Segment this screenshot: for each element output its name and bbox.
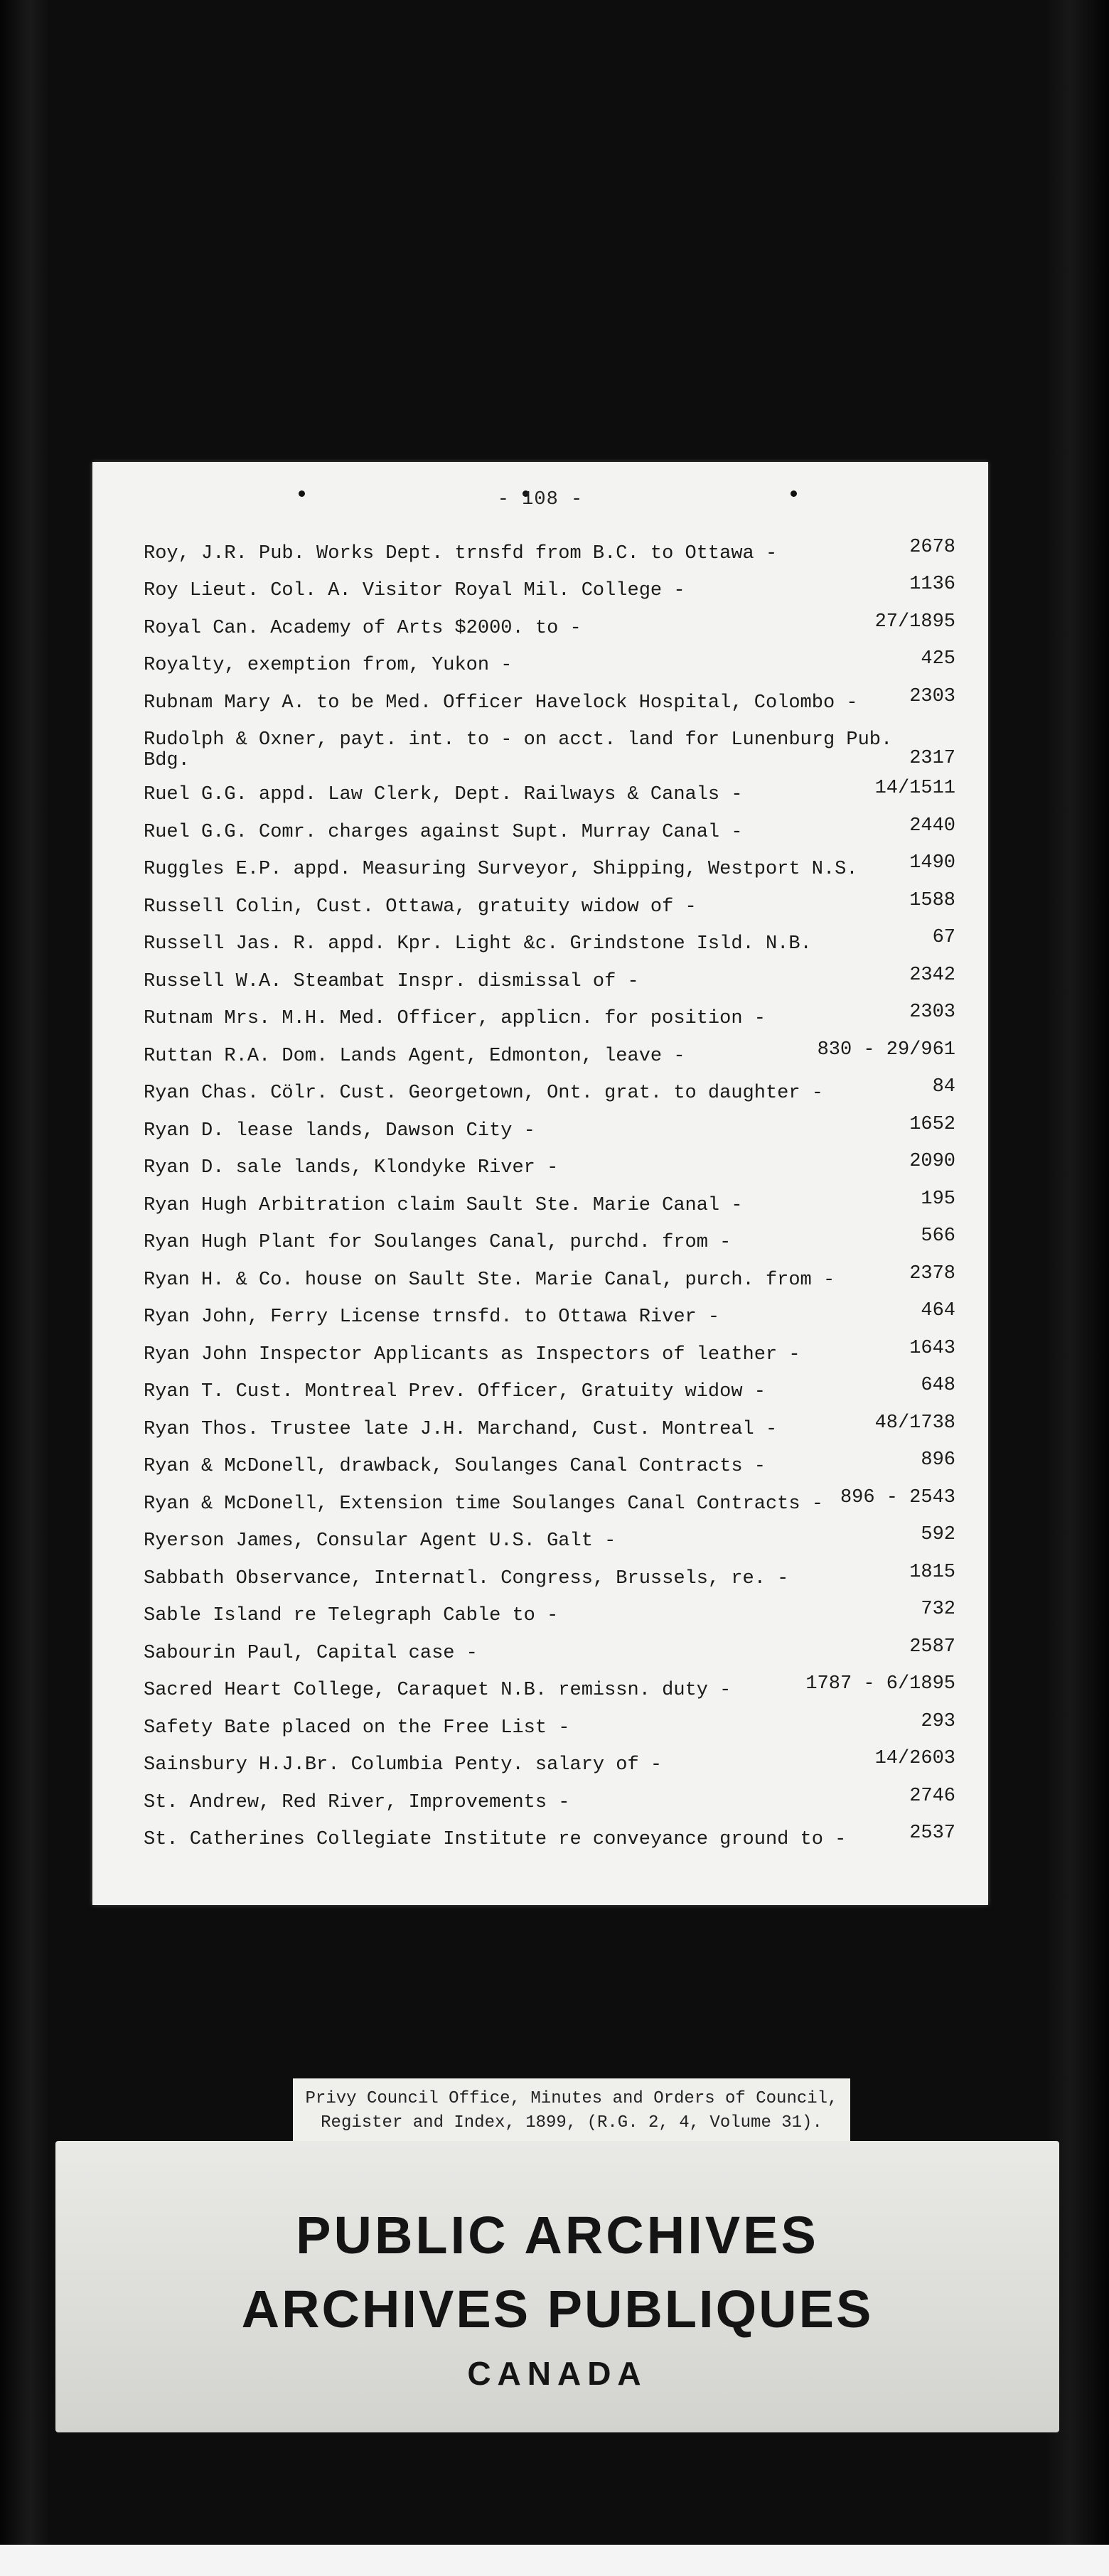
entry-ref: 1136: [909, 574, 955, 595]
entry-ref: 1490: [909, 852, 955, 874]
entry-ref: 2746: [909, 1785, 955, 1807]
entry-text: Ruel G.G. Comr. charges against Supt. Murray Canal -: [144, 821, 743, 843]
index-entry: [144, 571, 955, 608]
index-entry: [144, 1334, 955, 1372]
entry-ref: 195: [921, 1188, 955, 1210]
entry-text: Royalty, exemption from, Yukon -: [144, 655, 513, 677]
entry-ref: 2678: [909, 536, 955, 558]
index-entry: [144, 1558, 955, 1596]
index-entry: [144, 682, 955, 720]
index-page: [92, 462, 988, 1905]
banner-line1: PUBLIC ARCHIVES: [296, 2206, 819, 2265]
entry-ref: 566: [921, 1225, 955, 1247]
entry-ref: 67: [932, 927, 955, 948]
entry-ref: 732: [921, 1599, 955, 1620]
banner-line2: ARCHIVES PUBLIQUES: [241, 2280, 874, 2339]
index-entry: [144, 1707, 955, 1745]
entry-ref: 293: [921, 1710, 955, 1732]
entry-ref: 2342: [909, 964, 955, 986]
entry-text: Sabbath Observance, Internatl. Congress, Brussels, re. -: [144, 1567, 789, 1589]
entry-text: Roy Lieut. Col. A. Visitor Royal Mil. College -: [144, 580, 685, 602]
entry-text: Ryan Thos. Trustee late J.H. Marchand, Cust. Montreal -: [144, 1418, 778, 1440]
index-entry: [144, 1297, 955, 1335]
index-entry: [144, 1073, 955, 1111]
index-entry: [144, 886, 955, 924]
entry-text: Ruel G.G. appd. Law Clerk, Dept. Railways & Canals -: [144, 784, 743, 806]
index-entry: [144, 1260, 955, 1297]
entry-text: Roy, J.R. Pub. Works Dept. trnsfd from B.C. to Ottawa -: [144, 542, 778, 564]
entry-text: Ryan H. & Co. house on Sault Ste. Marie Canal, purch. from -: [144, 1269, 835, 1291]
entry-text: St. Catherines Collegiate Institute re conveyance ground to -: [144, 1829, 847, 1851]
entry-text: Ryan D. sale lands, Klondyke River -: [144, 1157, 559, 1179]
index-entry: [144, 645, 955, 683]
entry-text: Ryan John, Ferry License trnsfd. to Ottawa River -: [144, 1306, 720, 1329]
entry-text: Ryerson James, Consular Agent U.S. Galt -: [144, 1530, 616, 1552]
entry-ref: 2378: [909, 1262, 955, 1284]
entry-ref: 1815: [909, 1561, 955, 1583]
entry-ref: 1787 - 6/1895: [805, 1673, 955, 1695]
index-entry: [144, 1596, 955, 1633]
entry-ref: 2537: [909, 1823, 955, 1844]
entry-ref: 14/1511: [874, 778, 955, 799]
index-entry: [144, 1223, 955, 1260]
entry-text: Ruggles E.P. appd. Measuring Surveyor, Shipping, Westport N.S.: [144, 859, 858, 881]
entry-text: Russell Jas. R. appd. Kpr. Light &c. Grindstone Isld. N.B.: [144, 933, 812, 955]
index-entry: [144, 608, 955, 645]
source-label-line1: Privy Council Office, Minutes and Orders of Council,: [305, 2089, 838, 2108]
index-entry: [144, 1521, 955, 1559]
index-entry: [144, 961, 955, 999]
entry-text: Russell Colin, Cust. Ottawa, gratuity widow of -: [144, 896, 697, 918]
index-entry: [144, 1820, 955, 1857]
entry-ref: 425: [921, 648, 955, 670]
entry-text: Russell W.A. Steambat Inspr. dismissal of -: [144, 970, 639, 992]
entry-text: Ryan Hugh Arbitration claim Sault Ste. Marie Canal -: [144, 1194, 743, 1216]
entry-text: Ryan Chas. Cölr. Cust. Georgetown, Ont. grat. to daughter -: [144, 1083, 823, 1105]
index-entry: [144, 1447, 955, 1484]
entry-ref: 84: [932, 1076, 955, 1098]
index-entry: [144, 849, 955, 887]
index-entry: [144, 924, 955, 962]
entry-ref: 592: [921, 1524, 955, 1545]
index-entry: [144, 1372, 955, 1410]
entry-ref: 2303: [909, 685, 955, 707]
entry-ref: 1652: [909, 1113, 955, 1135]
index-entry: [144, 1148, 955, 1186]
entry-ref: 830 - 29/961: [817, 1039, 955, 1061]
entry-ref: 1588: [909, 889, 955, 911]
entry-text: Sabourin Paul, Capital case -: [144, 1642, 478, 1664]
entry-ref: 14/2603: [874, 1748, 955, 1769]
source-label: [293, 2078, 850, 2144]
index-entries: [144, 533, 955, 1857]
index-entry: [144, 533, 955, 571]
index-entry: [144, 1745, 955, 1783]
source-label-line2: Register and Index, 1899, (R.G. 2, 4, Volume 31).: [321, 2113, 823, 2132]
index-entry: [144, 1670, 955, 1708]
entry-text: Ryan John Inspector Applicants as Inspectors of leather -: [144, 1343, 800, 1365]
entry-ref: 464: [921, 1300, 955, 1321]
index-entry: [144, 1483, 955, 1521]
entry-ref: 2440: [909, 815, 955, 837]
entry-text: Ryan & McDonell, drawback, Soulanges Canal Contracts -: [144, 1456, 766, 1478]
film-edge-left: [0, 0, 50, 2545]
entry-text: Safety Bate placed on the Free List -: [144, 1717, 570, 1739]
entry-text: Ruttan R.A. Dom. Lands Agent, Edmonton, leave -: [144, 1045, 685, 1067]
archives-banner: [55, 2141, 1059, 2432]
entry-ref: 27/1895: [874, 611, 955, 633]
index-entry: [144, 1110, 955, 1148]
index-entry: [144, 1633, 955, 1670]
entry-text: Sable Island re Telegraph Cable to -: [144, 1605, 559, 1627]
entry-ref: 2587: [909, 1636, 955, 1658]
entry-text: Rudolph & Oxner, payt. int. to - on acct. land for Lunenburg Pub. Bdg.: [144, 729, 893, 772]
entry-text: Ryan Hugh Plant for Soulanges Canal, purchd. from -: [144, 1232, 732, 1254]
entry-ref: 648: [921, 1375, 955, 1396]
entry-ref: 1643: [909, 1337, 955, 1359]
entry-text: Royal Can. Academy of Arts $2000. to -: [144, 617, 582, 639]
entry-ref: 48/1738: [874, 1412, 955, 1434]
entry-ref: 2303: [909, 1002, 955, 1023]
index-entry: [144, 1185, 955, 1223]
entry-text: Ryan & McDonell, Extension time Soulanges Canal Contracts -: [144, 1493, 823, 1515]
index-entry: [144, 812, 955, 849]
banner-line3: CANADA: [467, 2355, 648, 2392]
entry-ref: 896: [921, 1449, 955, 1471]
entry-ref: 2090: [909, 1151, 955, 1172]
index-entry: [144, 720, 955, 775]
entry-text: Sainsbury H.J.Br. Columbia Penty. salary of -: [144, 1754, 663, 1776]
entry-text: Sacred Heart College, Caraquet N.B. remissn. duty -: [144, 1680, 732, 1702]
entry-text: St. Andrew, Red River, Improvements -: [144, 1791, 570, 1813]
entry-text: Ryan D. lease lands, Dawson City -: [144, 1120, 535, 1142]
index-entry: [144, 1409, 955, 1447]
entry-text: Rubnam Mary A. to be Med. Officer Havelock Hospital, Colombo -: [144, 692, 858, 714]
entry-ref: 2317: [909, 747, 955, 769]
entry-text: Rutnam Mrs. M.H. Med. Officer, applicn. for position -: [144, 1008, 766, 1030]
index-entry: [144, 999, 955, 1036]
index-entry: [144, 1782, 955, 1820]
entry-text: Ryan T. Cust. Montreal Prev. Officer, Gratuity widow -: [144, 1381, 766, 1403]
index-entry: [144, 775, 955, 812]
entry-ref: 896 - 2543: [840, 1486, 955, 1508]
index-entry: [144, 1036, 955, 1073]
page-number: - 108 -: [497, 489, 584, 510]
